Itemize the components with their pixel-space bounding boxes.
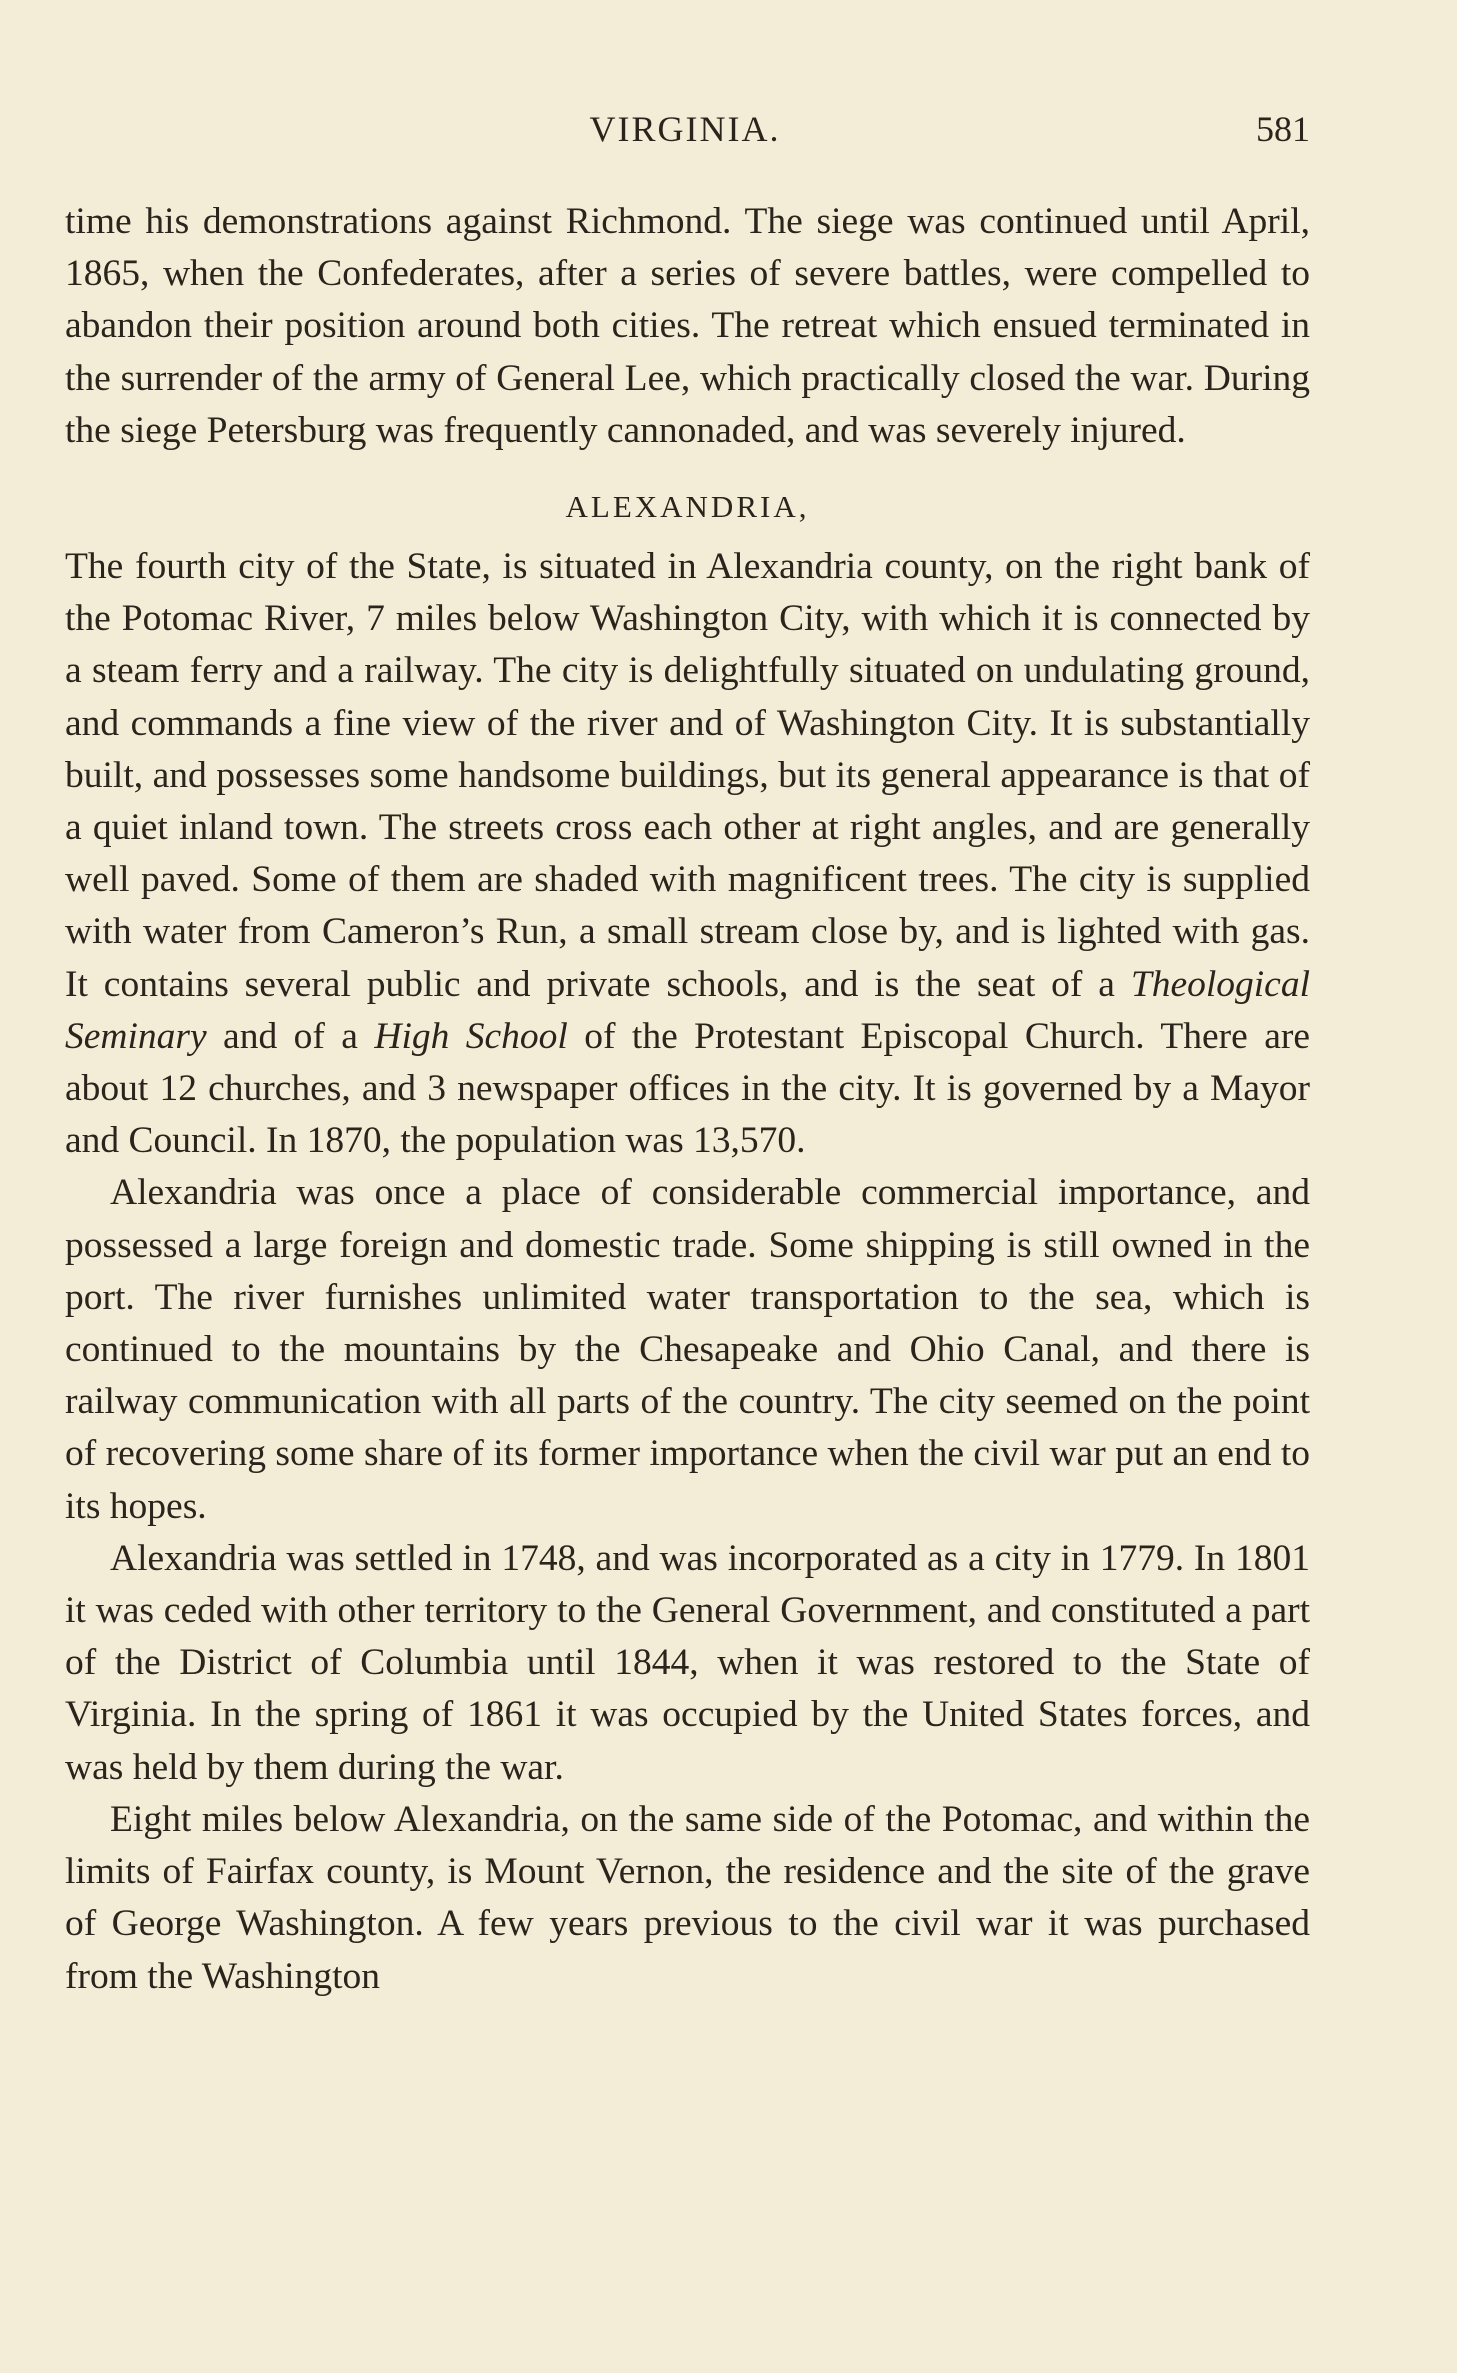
- paragraph-text: of the Protestant Episcopal Church. There are about 12 churches, and 3 newspaper offices in the city. It is governed by a Mayor and Council. In 1870, the population was 13,570.: [65, 1015, 1310, 1162]
- running-head: VIRGINIA.: [589, 109, 781, 149]
- page-body: [65, 196, 1310, 2003]
- paragraph-mount-vernon: Eight miles below Alexandria, on the same side of the Potomac, and within the limits of Fairfax county, is Mount Vernon, the residence and the site of the grave of George Washington. A few years previous to the civil war it was purchased from the Washington: [65, 1798, 1310, 1997]
- page-number: 581: [1256, 109, 1310, 149]
- paragraph-text: The fourth city of the State, is situated in Alexandria county, on the right bank of the Potomac River, 7 miles below Washington City, with which it is connected by a steam ferry and a railway. The city is delightfully situated on undulating ground, and commands a fine view of the river and of Washington City. It is substantially built, and possesses some handsome buildings, but its general appearance is that of a quiet inland town. The streets cross each other at right angles, and are generally well paved. Some of them are shaded with magnificent trees. The city is supplied with water from Cameron’s Run, a small stream close by, and is lighted with gas. It contains several public and private schools, and is the seat of a: [65, 546, 1310, 1005]
- paragraph-history: Alexandria was settled in 1748, and was incorporated as a city in 1779. In 1801 it was ceded with other territory to the General Government, and constituted a part of the District of Columbia until 1844, when it was restored to the State of Virginia. In the spring of 1861 it was occupied by the United States forces, and was held by them during the war.: [65, 1537, 1310, 1788]
- paragraph-alexandria-description: [65, 541, 1310, 1167]
- paragraph-continued: time his demonstrations against Richmond. The siege was continued until April, 1865, when the Confederates, after a series of severe battles, were compelled to abandon their position around both cities. The retreat which ensued terminated in the surrender of the army of General Lee, which practically closed the war. During the siege Petersburg was frequently cannonaded, and was severely injured.: [65, 201, 1310, 451]
- italic-high-school: High School: [374, 1015, 568, 1057]
- italic-theological-seminary: Theological Seminary: [65, 963, 1310, 1057]
- section-heading: ALEXANDRIA,: [565, 489, 810, 525]
- paragraph-commerce: Alexandria was once a place of considerable commercial importance, and possessed a large foreign and domestic trade. Some shipping is still owned in the port. The river furnishes unlimited water transportation to the sea, which is continued to the mountains by the Chesapeake and Ohio Canal, and there is railway communication with all parts of the country. The city seemed on the point of recovering some share of its former importance when the civil war put an end to its hopes.: [65, 1172, 1310, 1527]
- page-header: [60, 108, 1310, 152]
- paragraph-text: and of a: [206, 1015, 375, 1057]
